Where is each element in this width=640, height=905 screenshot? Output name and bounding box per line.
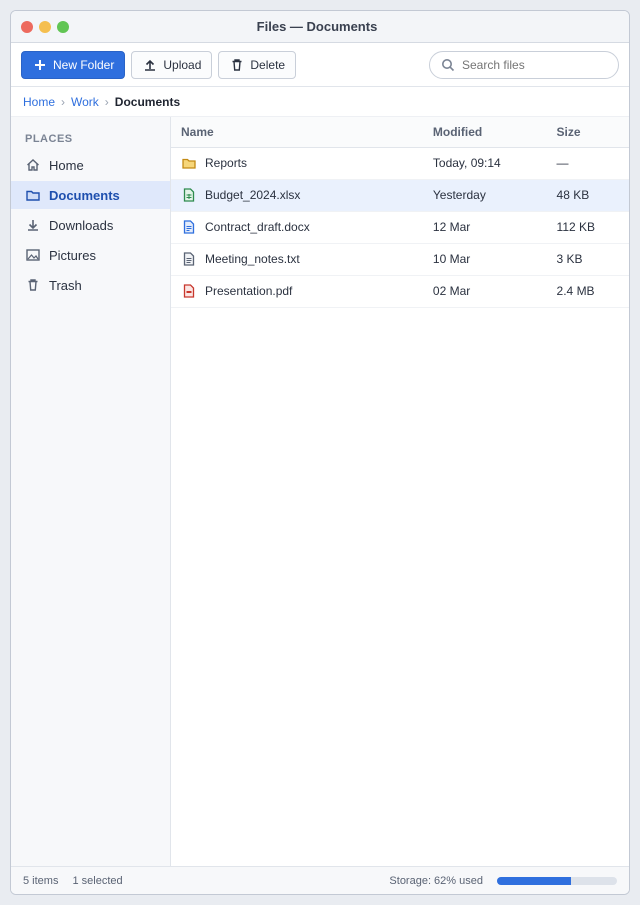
folder-icon bbox=[181, 155, 197, 171]
close-window-button[interactable] bbox=[21, 21, 33, 33]
delete-button[interactable] bbox=[218, 51, 296, 79]
sidebar-heading: PLACES bbox=[25, 133, 73, 145]
table-header-row bbox=[171, 117, 629, 147]
file-size: 48 KB bbox=[547, 179, 629, 211]
delete-label: Delete bbox=[250, 57, 286, 72]
image-icon bbox=[25, 247, 41, 263]
sidebar bbox=[11, 117, 171, 866]
table-row[interactable] bbox=[171, 243, 629, 275]
sidebar-item-documents[interactable] bbox=[11, 181, 170, 209]
file-list-panel bbox=[171, 117, 629, 866]
table-row[interactable] bbox=[171, 147, 629, 179]
sidebar-item-label: Pictures bbox=[49, 247, 96, 263]
sidebar-item-label: Trash bbox=[49, 277, 82, 293]
sidebar-item-label: Downloads bbox=[49, 217, 114, 233]
file-name: Presentation.pdf bbox=[205, 284, 293, 298]
sidebar-item-trash[interactable] bbox=[11, 271, 170, 299]
status-bar bbox=[11, 866, 629, 894]
breadcrumb bbox=[11, 87, 629, 117]
window-title: Files — Documents bbox=[256, 19, 378, 34]
minimize-window-button[interactable] bbox=[39, 21, 51, 33]
file-table bbox=[171, 117, 629, 308]
empty-list-area bbox=[171, 308, 629, 867]
file-name-cell bbox=[171, 179, 423, 211]
sidebar-item-home[interactable] bbox=[11, 151, 170, 179]
document-icon bbox=[181, 219, 197, 235]
storage-text: Storage: 62% used bbox=[389, 874, 483, 887]
column-header-modified[interactable]: Modified bbox=[423, 117, 547, 147]
file-name: Budget_2024.xlsx bbox=[205, 188, 301, 202]
file-name-cell bbox=[171, 275, 423, 307]
sidebar-item-downloads[interactable] bbox=[11, 211, 170, 239]
search-input[interactable] bbox=[462, 58, 608, 72]
breadcrumb-item-work[interactable]: Work bbox=[71, 94, 99, 109]
chevron-right-icon: › bbox=[104, 94, 109, 109]
trash-icon bbox=[229, 57, 245, 73]
pdf-icon bbox=[181, 283, 197, 299]
file-name-cell bbox=[171, 243, 423, 275]
upload-button[interactable] bbox=[131, 51, 212, 79]
search-box[interactable] bbox=[429, 51, 619, 79]
maximize-window-button[interactable] bbox=[57, 21, 69, 33]
home-icon bbox=[25, 157, 41, 173]
file-modified: Yesterday bbox=[423, 179, 547, 211]
column-header-name[interactable]: Name bbox=[171, 117, 423, 147]
file-modified: 12 Mar bbox=[423, 211, 547, 243]
file-size: 112 KB bbox=[547, 211, 629, 243]
new-folder-button[interactable] bbox=[21, 51, 125, 79]
upload-icon bbox=[142, 57, 158, 73]
file-modified: Today, 09:14 bbox=[423, 147, 547, 179]
app-window bbox=[10, 10, 630, 895]
window-controls bbox=[21, 21, 69, 33]
download-icon bbox=[25, 217, 41, 233]
file-name-cell bbox=[171, 211, 423, 243]
file-name: Reports bbox=[205, 156, 248, 170]
plus-icon bbox=[32, 57, 48, 73]
sidebar-item-label: Documents bbox=[49, 187, 120, 203]
storage-progress-fill bbox=[497, 877, 571, 885]
sidebar-item-pictures[interactable] bbox=[11, 241, 170, 269]
breadcrumb-item-documents: Documents bbox=[114, 94, 181, 109]
file-size: 2.4 MB bbox=[547, 275, 629, 307]
new-folder-label: New Folder bbox=[53, 57, 115, 72]
table-row[interactable] bbox=[171, 211, 629, 243]
folder-icon bbox=[25, 187, 41, 203]
trash-icon bbox=[25, 277, 41, 293]
file-modified: 02 Mar bbox=[423, 275, 547, 307]
upload-label: Upload bbox=[163, 57, 202, 72]
file-size: 3 KB bbox=[547, 243, 629, 275]
table-row[interactable] bbox=[171, 275, 629, 307]
search-icon bbox=[440, 57, 456, 73]
text-file-icon bbox=[181, 251, 197, 267]
file-name: Contract_draft.docx bbox=[205, 220, 310, 234]
content-area bbox=[11, 117, 629, 866]
sidebar-item-label: Home bbox=[49, 157, 84, 173]
spreadsheet-icon bbox=[181, 187, 197, 203]
breadcrumb-item-home[interactable]: Home bbox=[23, 94, 56, 109]
chevron-right-icon: › bbox=[61, 94, 66, 109]
toolbar bbox=[11, 43, 629, 87]
column-header-size[interactable]: Size bbox=[547, 117, 629, 147]
storage-progress-bar bbox=[497, 877, 617, 885]
file-name-cell bbox=[171, 147, 423, 179]
item-count: 5 items bbox=[23, 874, 59, 887]
selection-count: 1 selected bbox=[72, 874, 123, 887]
file-name: Meeting_notes.txt bbox=[205, 252, 300, 266]
table-row[interactable] bbox=[171, 179, 629, 211]
file-size: — bbox=[547, 147, 629, 179]
title-bar bbox=[11, 11, 629, 43]
file-modified: 10 Mar bbox=[423, 243, 547, 275]
